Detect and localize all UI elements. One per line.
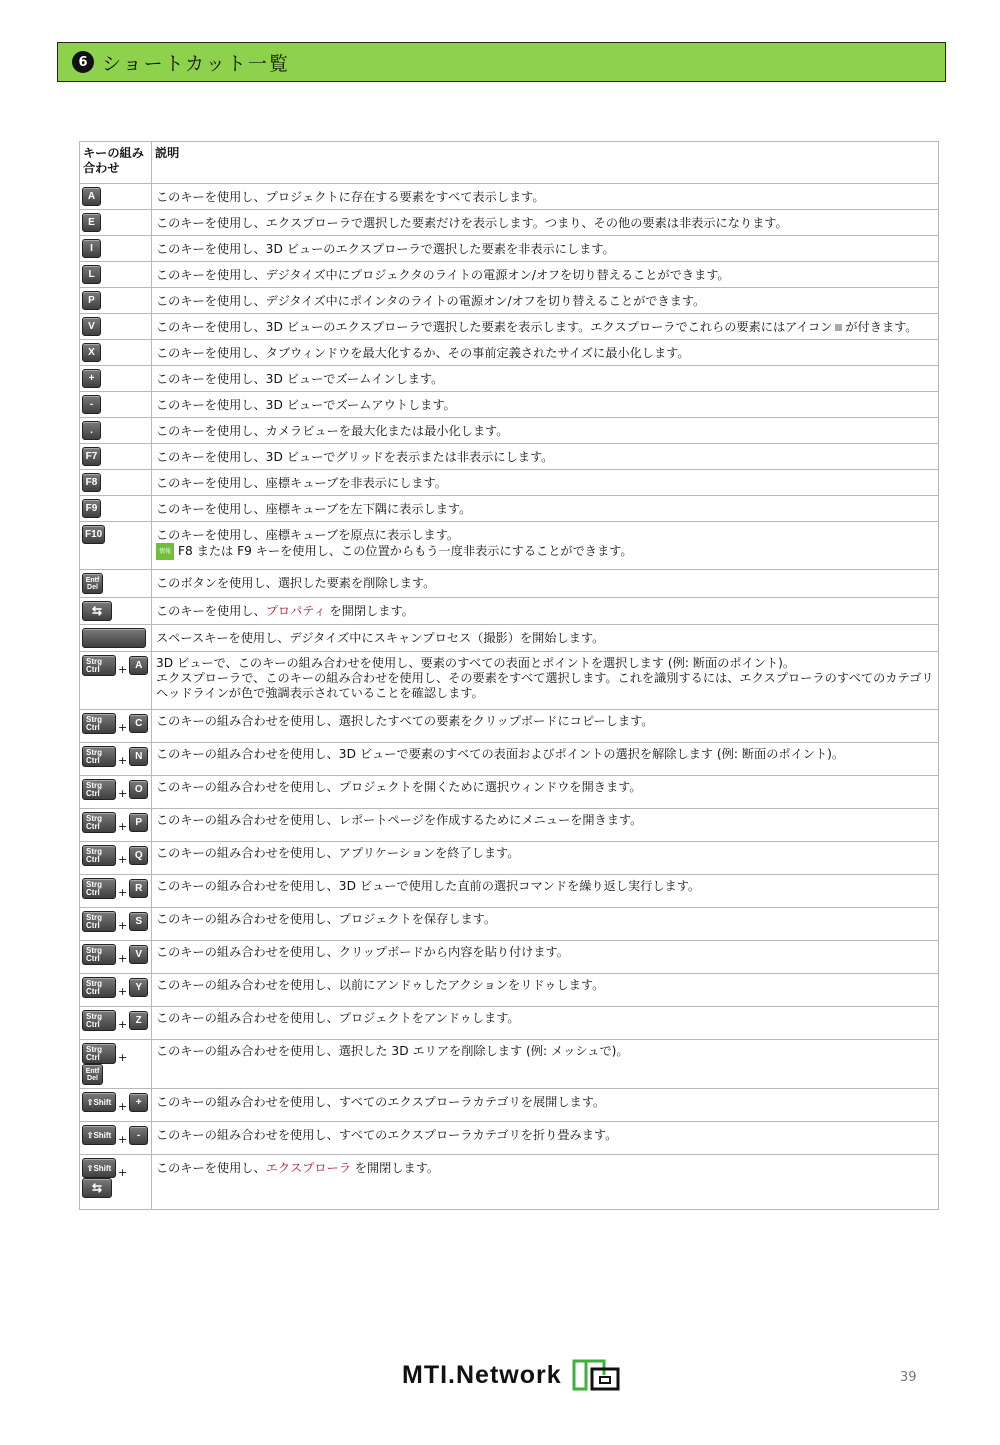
description-cell xyxy=(152,340,939,366)
key-combination-cell xyxy=(80,1040,152,1089)
table-row xyxy=(80,496,939,522)
key-combination-cell xyxy=(80,941,152,974)
plus-sign: + xyxy=(118,886,128,899)
header-description: 説明 xyxy=(152,142,939,184)
description-text: このキーの組み合わせを使用し、プロジェクトを保存します。 xyxy=(156,912,497,926)
info-note: F8 または F9 キーを使用し、この位置からもう一度非表示にすることができます。 xyxy=(178,544,633,558)
table-row xyxy=(80,366,939,392)
key-icon: P xyxy=(129,813,148,832)
description-text: このキーを使用し、デジタイズ中にポインタのライトの電源オン/オフを切り替えることができます。 xyxy=(156,294,706,308)
key-combination-cell xyxy=(80,496,152,522)
description-cell xyxy=(152,1155,939,1210)
plus-sign: + xyxy=(118,919,128,932)
description-cell xyxy=(152,974,939,1007)
description-text: このキーの組み合わせを使用し、すべてのエクスプローラカテゴリを展開します。 xyxy=(156,1095,606,1109)
shortcut-table xyxy=(79,141,939,1210)
plus-sign: + xyxy=(118,1165,128,1179)
delete-key-icon: Entf Del xyxy=(82,573,103,594)
description-text: このキーの組み合わせを使用し、プロジェクトをアンドゥします。 xyxy=(156,1011,520,1025)
key-combination-cell xyxy=(80,1155,152,1210)
description-cell xyxy=(152,184,939,210)
logo-mark-icon xyxy=(570,1355,622,1395)
key-combination-cell xyxy=(80,1089,152,1122)
description-cell xyxy=(152,1089,939,1122)
description-text: このキーの組み合わせを使用し、3D ビューで使用した直前の選択コマンドを繰り返し実行します。 xyxy=(156,879,701,893)
table-row xyxy=(80,598,939,625)
ctrl-key-icon: Strg Ctrl xyxy=(82,713,116,734)
key-combination-cell xyxy=(80,418,152,444)
key-combination-cell xyxy=(80,366,152,392)
key-icon: V xyxy=(82,317,101,336)
description-cell xyxy=(152,842,939,875)
description-cell xyxy=(152,652,939,710)
description-text: このキーを使用し、 xyxy=(156,604,266,618)
key-icon: Y xyxy=(129,978,148,997)
key-icon: E xyxy=(82,213,101,232)
description-cell xyxy=(152,288,939,314)
description-text: このキーを使用し、3D ビューでグリッドを表示または非表示にします。 xyxy=(156,450,554,464)
key-combination-cell xyxy=(80,288,152,314)
description-cell xyxy=(152,366,939,392)
table-row xyxy=(80,314,939,340)
table-row xyxy=(80,288,939,314)
plus-sign: + xyxy=(118,985,128,998)
table-row xyxy=(80,418,939,444)
table-row xyxy=(80,570,939,598)
visibility-icon xyxy=(835,324,842,331)
description-text: スペースキーを使用し、デジタイズ中にスキャンプロセス（撮影）を開始します。 xyxy=(156,631,605,645)
key-icon: X xyxy=(82,343,101,362)
description-text: このキーを使用し、座標キューブを非表示にします。 xyxy=(156,476,447,490)
description-cell xyxy=(152,392,939,418)
info-badge-icon: 情報 xyxy=(156,543,174,560)
table-row xyxy=(80,444,939,470)
key-combination-cell xyxy=(80,652,152,710)
description-text: このキーを使用し、 xyxy=(156,1161,266,1175)
key-icon: . xyxy=(82,421,101,440)
key-combination-cell xyxy=(80,974,152,1007)
description-text: このキーを使用し、3D ビューのエクスプローラで選択した要素を非表示にします。 xyxy=(156,242,615,256)
description-cell xyxy=(152,522,939,570)
description-cell xyxy=(152,570,939,598)
logo-text: MTI.Network xyxy=(402,1360,562,1389)
description-text: このキーを使用し、座標キューブを原点に表示します。 xyxy=(156,528,460,542)
description-cell xyxy=(152,743,939,776)
highlight-link[interactable]: プロパティ xyxy=(265,604,326,618)
table-row xyxy=(80,262,939,288)
key-combination-cell xyxy=(80,210,152,236)
key-icon: - xyxy=(82,395,101,414)
description-text: このキーの組み合わせを使用し、3D ビューで要素のすべての表面およびポイントの選択を解除します (例: 断面のポイント)。 xyxy=(156,747,845,761)
description-text: このキーの組み合わせを使用し、アプリケーションを終了します。 xyxy=(156,846,520,860)
plus-sign: + xyxy=(118,1018,128,1031)
key-icon: F9 xyxy=(82,499,101,518)
key-combination-cell xyxy=(80,522,152,570)
description-cell xyxy=(152,1122,939,1155)
ctrl-key-icon: Strg Ctrl xyxy=(82,812,116,833)
description-text: このキーを使用し、3D ビューでズームインします。 xyxy=(156,372,444,386)
description-cell xyxy=(152,1007,939,1040)
key-combination-cell xyxy=(80,444,152,470)
description-text-end: を開閉します。 xyxy=(354,1161,440,1175)
key-icon: L xyxy=(82,265,101,284)
description-text: このキーを使用し、3D ビューのエクスプローラで選択した要素を表示します。エクスプローラでこれらの要素にはアイコン xyxy=(156,320,833,334)
tab-key-icon: ⇆ xyxy=(82,601,112,621)
description-text-2: エクスプローラで、このキーの組み合わせを使用し、その要素をすべて選択します。これを識別するには、エクスプローラのすべてのカテゴリヘッドラインが色で強調表示されていることを確認します。 xyxy=(156,671,934,700)
table-row xyxy=(80,340,939,366)
footer-logo xyxy=(402,1355,622,1395)
key-combination-cell xyxy=(80,184,152,210)
description-cell xyxy=(152,710,939,743)
description-text: このキーの組み合わせを使用し、クリップボードから内容を貼り付けます。 xyxy=(156,945,569,959)
table-row xyxy=(80,625,939,652)
table-row xyxy=(80,743,939,776)
space-key-icon xyxy=(82,628,146,648)
table-row xyxy=(80,392,939,418)
description-cell xyxy=(152,941,939,974)
description-text: このキーの組み合わせを使用し、選択したすべての要素をクリップボードにコピーします。 xyxy=(156,714,654,728)
description-text: このキーを使用し、プロジェクトに存在する要素をすべて表示します。 xyxy=(156,190,545,204)
key-combination-cell xyxy=(80,470,152,496)
key-icon: R xyxy=(129,879,148,898)
key-icon: S xyxy=(129,912,148,931)
table-row xyxy=(80,908,939,941)
description-text: このキーを使用し、エクスプローラで選択した要素だけを表示します。つまり、その他の要素は非表示になります。 xyxy=(156,216,788,230)
description-cell xyxy=(152,470,939,496)
key-combination-cell xyxy=(80,809,152,842)
key-combination-cell xyxy=(80,314,152,340)
plus-sign: + xyxy=(118,1132,128,1146)
key-combination-cell xyxy=(80,598,152,625)
plus-sign: + xyxy=(118,787,128,800)
key-icon: C xyxy=(129,714,148,733)
table-row xyxy=(80,842,939,875)
plus-sign: + xyxy=(118,754,128,767)
section-header xyxy=(57,42,946,82)
description-cell xyxy=(152,875,939,908)
table-row xyxy=(80,974,939,1007)
table-row xyxy=(80,470,939,496)
ctrl-key-icon: Strg Ctrl xyxy=(82,746,116,767)
description-cell xyxy=(152,776,939,809)
key-combination-cell xyxy=(80,776,152,809)
description-cell xyxy=(152,444,939,470)
table-row xyxy=(80,809,939,842)
description-cell xyxy=(152,1040,939,1089)
description-cell xyxy=(152,625,939,652)
table-row xyxy=(80,1007,939,1040)
key-combination-cell xyxy=(80,908,152,941)
description-text: このキーの組み合わせを使用し、プロジェクトを開くために選択ウィンドウを開きます。 xyxy=(156,780,642,794)
description-text: このキーの組み合わせを使用し、レポートページを作成するためにメニューを開きます。 xyxy=(156,813,643,827)
table-row xyxy=(80,652,939,710)
shift-key-icon: ⇧Shift xyxy=(82,1092,116,1112)
key-icon: Z xyxy=(129,1011,148,1030)
table-row xyxy=(80,210,939,236)
table-row xyxy=(80,1122,939,1155)
key-combination-cell xyxy=(80,842,152,875)
plus-sign: + xyxy=(118,721,128,734)
table-row xyxy=(80,875,939,908)
description-cell xyxy=(152,598,939,625)
key-icon: P xyxy=(82,291,101,310)
key-combination-cell xyxy=(80,392,152,418)
description-cell xyxy=(152,314,939,340)
plus-sign: + xyxy=(118,952,128,965)
key-icon: I xyxy=(82,239,101,258)
ctrl-key-icon: Strg Ctrl xyxy=(82,911,116,932)
table-header-row xyxy=(80,142,939,184)
plus-sign: + xyxy=(118,820,128,833)
section-title: ショートカット一覧 xyxy=(102,52,290,75)
key-combination-cell xyxy=(80,625,152,652)
description-text: このキーを使用し、3D ビューでズームアウトします。 xyxy=(156,398,456,412)
description-text: このキーの組み合わせを使用し、選択した 3D エリアを削除します (例: メッシュで)。 xyxy=(156,1044,629,1058)
description-cell xyxy=(152,210,939,236)
key-combination-cell xyxy=(80,1122,152,1155)
key-icon: F7 xyxy=(82,447,101,466)
key-combination-cell xyxy=(80,875,152,908)
shift-key-icon: ⇧Shift xyxy=(82,1125,116,1145)
key-icon: N xyxy=(129,747,148,766)
table-row xyxy=(80,941,939,974)
ctrl-key-icon: Strg Ctrl xyxy=(82,655,116,676)
description-cell xyxy=(152,236,939,262)
table-row xyxy=(80,1089,939,1122)
highlight-link[interactable]: エクスプローラ xyxy=(265,1161,351,1175)
key-icon: F10 xyxy=(82,525,105,544)
delete-key-icon: Entf Del xyxy=(82,1064,103,1085)
key-combination-cell xyxy=(80,710,152,743)
description-text-end: を開閉します。 xyxy=(329,604,414,618)
key-icon: + xyxy=(129,1093,148,1112)
ctrl-key-icon: Strg Ctrl xyxy=(82,944,116,965)
plus-sign: + xyxy=(118,1051,128,1064)
plus-sign: + xyxy=(118,663,128,676)
section-number: 6 xyxy=(72,51,94,73)
table-row xyxy=(80,1155,939,1210)
page-number: 39 xyxy=(900,1370,917,1385)
table-row xyxy=(80,236,939,262)
table-row xyxy=(80,184,939,210)
description-cell xyxy=(152,262,939,288)
ctrl-key-icon: Strg Ctrl xyxy=(82,1043,116,1064)
description-text: このキーの組み合わせを使用し、すべてのエクスプローラカテゴリを折り畳みます。 xyxy=(156,1128,618,1142)
ctrl-key-icon: Strg Ctrl xyxy=(82,977,116,998)
key-combination-cell xyxy=(80,340,152,366)
description-text: このキーを使用し、デジタイズ中にプロジェクタのライトの電源オン/オフを切り替えることができます。 xyxy=(156,268,730,282)
key-icon: + xyxy=(82,369,101,388)
shift-key-icon: ⇧Shift xyxy=(82,1158,116,1178)
key-combination-cell xyxy=(80,1007,152,1040)
table-row xyxy=(80,1040,939,1089)
ctrl-key-icon: Strg Ctrl xyxy=(82,878,116,899)
description-cell xyxy=(152,809,939,842)
key-icon: A xyxy=(129,656,148,675)
description-text: このキーを使用し、カメラビューを最大化または最小化します。 xyxy=(156,424,509,438)
description-cell xyxy=(152,908,939,941)
key-icon: - xyxy=(129,1126,148,1145)
ctrl-key-icon: Strg Ctrl xyxy=(82,845,116,866)
plus-sign: + xyxy=(118,853,128,866)
ctrl-key-icon: Strg Ctrl xyxy=(82,779,116,800)
key-icon: O xyxy=(129,780,148,799)
key-combination-cell xyxy=(80,236,152,262)
key-icon: A xyxy=(82,187,101,206)
plus-sign: + xyxy=(118,1099,128,1113)
description-text: このボタンを使用し、選択した要素を削除します。 xyxy=(156,576,436,590)
description-text: このキーの組み合わせを使用し、以前にアンドゥしたアクションをリドゥします。 xyxy=(156,978,605,992)
ctrl-key-icon: Strg Ctrl xyxy=(82,1010,116,1031)
key-combination-cell xyxy=(80,570,152,598)
key-icon: F8 xyxy=(82,473,101,492)
table-row xyxy=(80,710,939,743)
tab-key-icon: ⇆ xyxy=(82,1178,112,1198)
header-key-combination: キーの組み合わせ xyxy=(80,142,152,184)
key-combination-cell xyxy=(80,262,152,288)
description-cell xyxy=(152,496,939,522)
description-cell xyxy=(152,418,939,444)
description-text: このキーを使用し、タブウィンドウを最大化するか、その事前定義されたサイズに最小化します。 xyxy=(156,346,690,360)
description-text: このキーを使用し、座標キューブを左下隅に表示します。 xyxy=(156,502,472,516)
description-text: 3D ビューで、このキーの組み合わせを使用し、要素のすべての表面とポイントを選択します (例: 断面のポイント)。 xyxy=(156,656,796,670)
description-text-end: が付きます。 xyxy=(845,320,918,334)
table-row xyxy=(80,522,939,570)
key-combination-cell xyxy=(80,743,152,776)
key-icon: Q xyxy=(129,846,148,865)
table-row xyxy=(80,776,939,809)
key-icon: V xyxy=(129,945,148,964)
